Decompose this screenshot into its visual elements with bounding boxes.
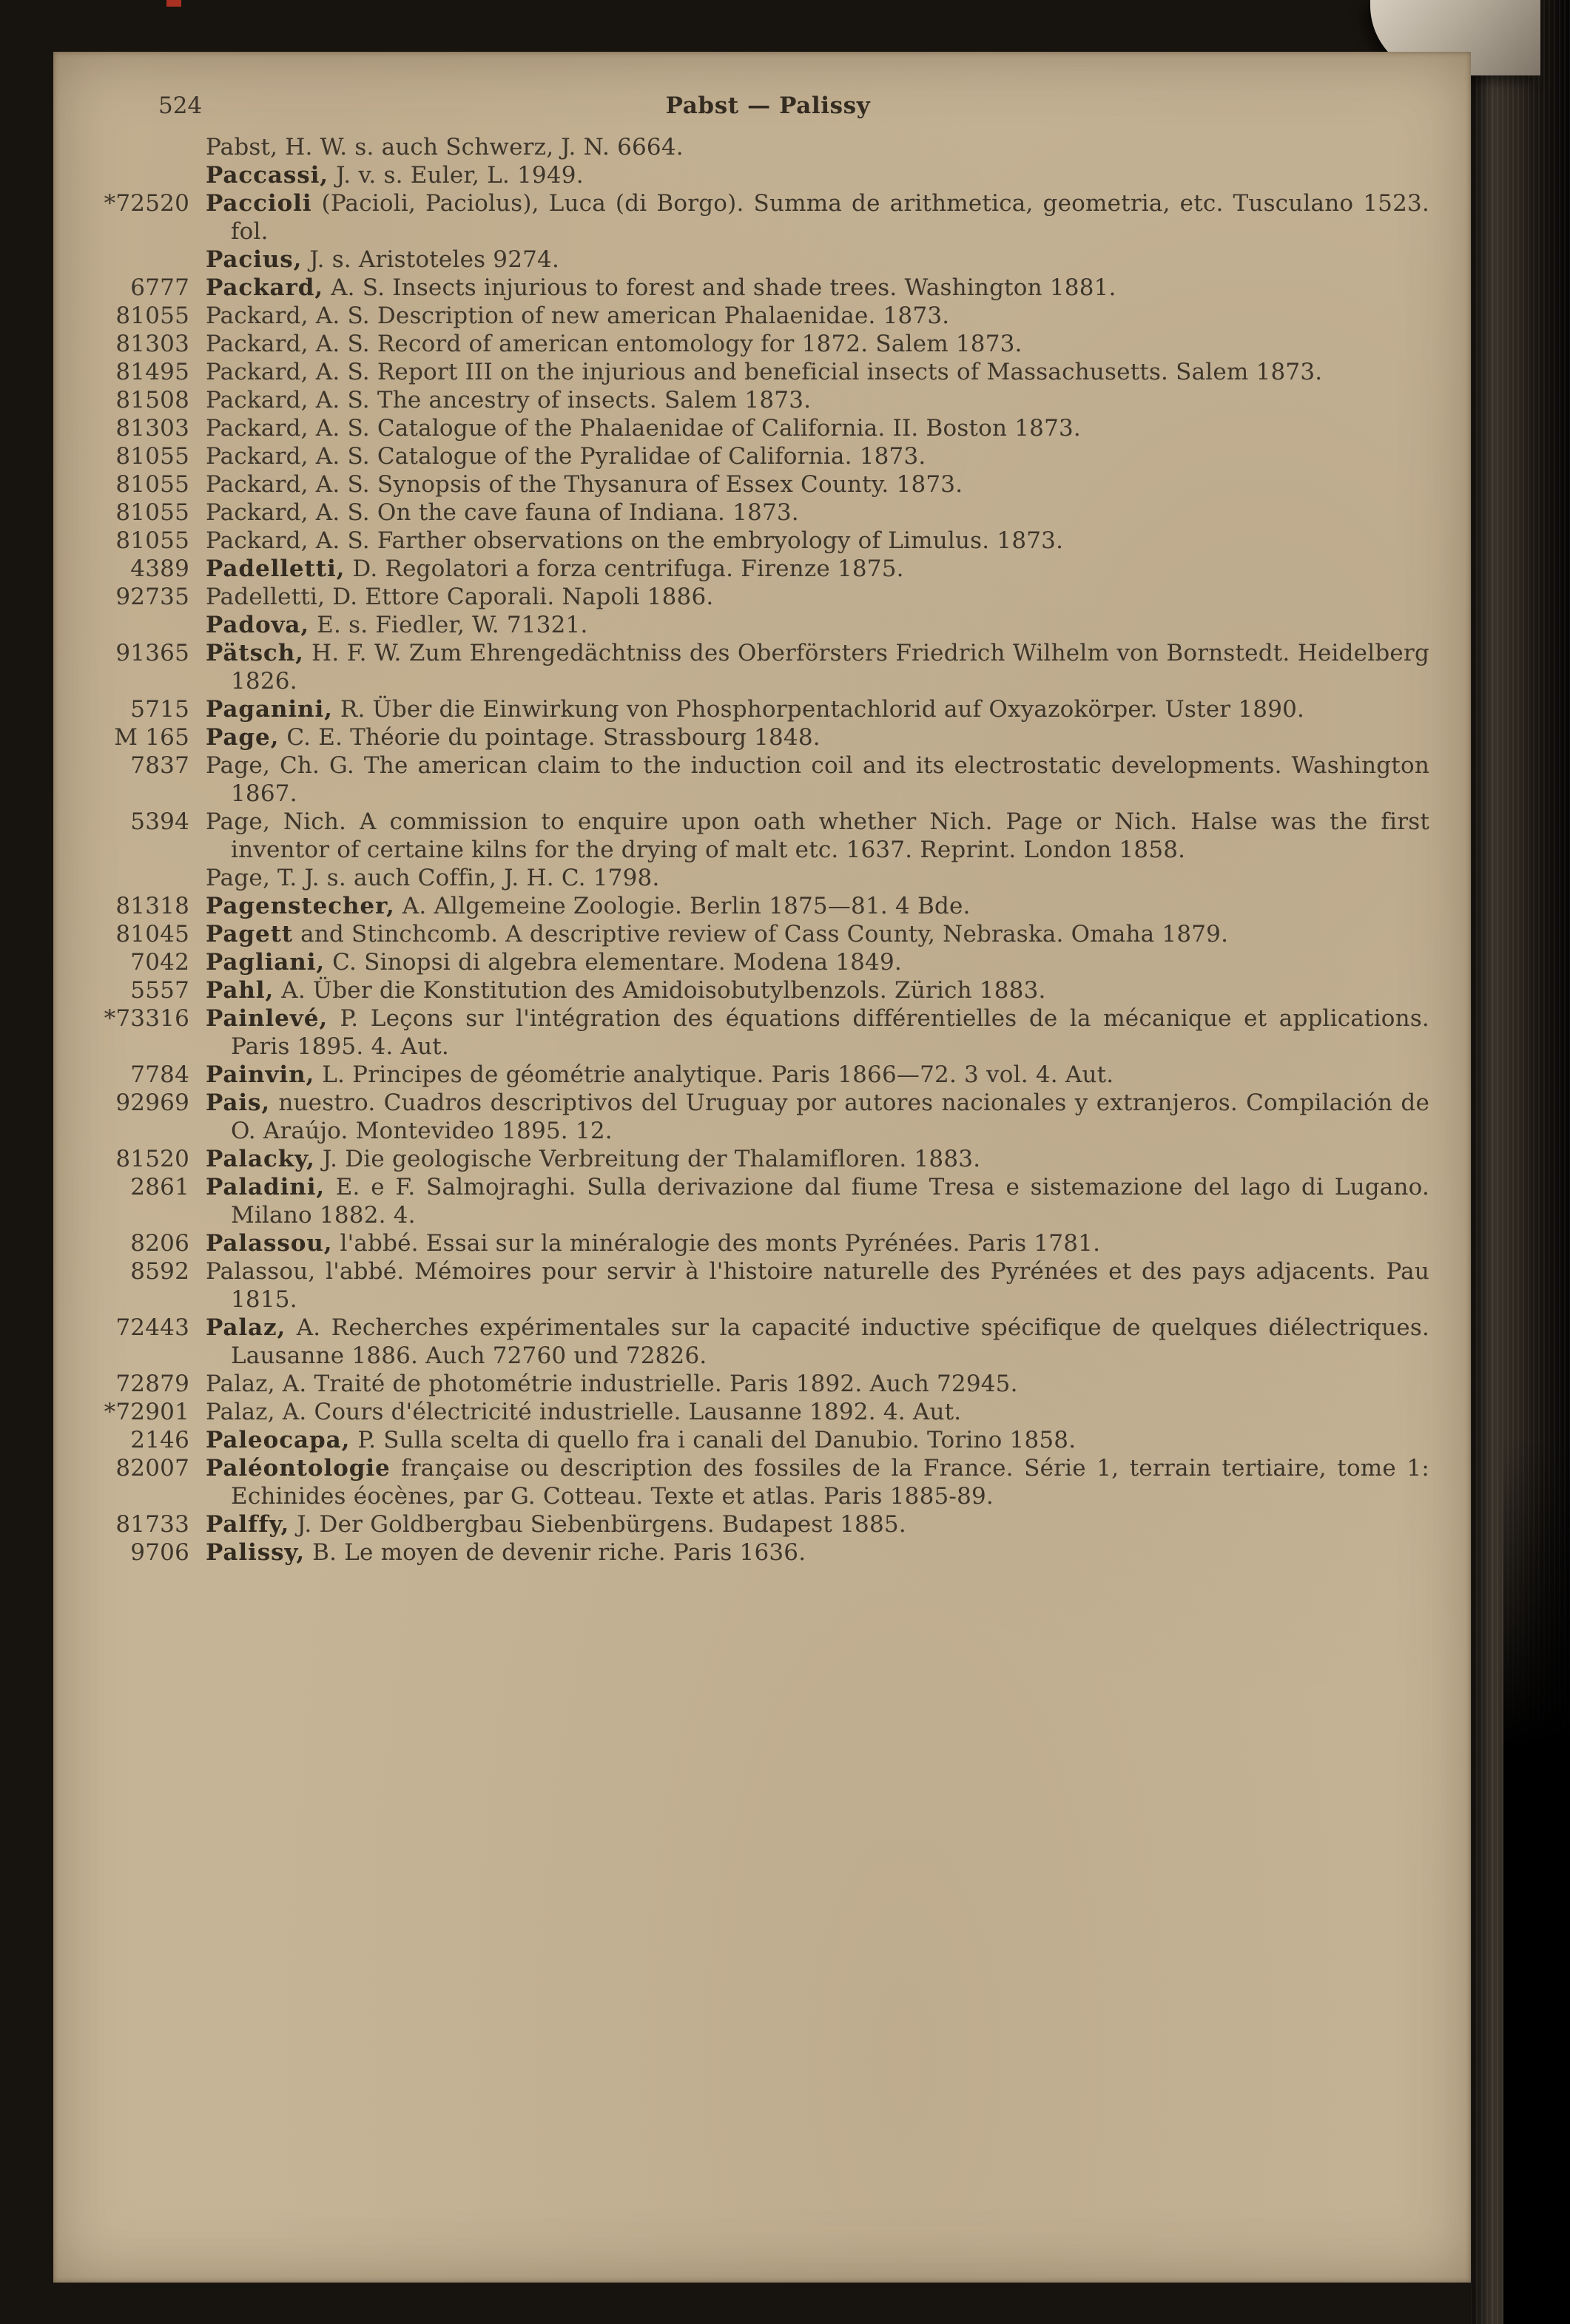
entry-text [206, 864, 1434, 892]
bibliography-entry [102, 1426, 1434, 1454]
bibliography-entry [102, 1370, 1434, 1398]
entry-author-bold: Pätsch, [206, 640, 304, 666]
entry-author-bold: Paccioli [206, 190, 312, 217]
entry-text [206, 1370, 1434, 1398]
entry-text [206, 499, 1434, 527]
entry-text [206, 189, 1434, 246]
catalog-number: 7042 [130, 949, 189, 976]
entry-author-bold: Pahl, [206, 977, 274, 1004]
catalog-number: 82007 [115, 1455, 189, 1482]
entry-body: H. F. W. Zum Ehrengedächtniss des Oberförsters Friedrich Wilhelm von Bornstedt. Heidelberg 1826. [231, 640, 1429, 695]
entry-body: l'abbé. Essai sur la minéralogie des monts Pyrénées. Paris 1781. [332, 1230, 1101, 1257]
entry-text [206, 470, 1434, 499]
bibliography-entry [102, 302, 1434, 330]
bibliography-entry [102, 527, 1434, 555]
catalog-number: 81318 [115, 893, 189, 919]
entry-body: P. Sulla scelta di quello fra i canali del Danubio. Torino 1858. [350, 1427, 1077, 1453]
catalog-number: 81055 [115, 527, 189, 554]
entry-body: D. Regolatori a forza centrifuga. Firenze 1875. [345, 555, 904, 582]
bibliography-entry [102, 583, 1434, 611]
entry-body: Padelletti, D. Ettore Caporali. Napoli 1886. [206, 584, 714, 610]
entry-author-bold: Paleocapa, [206, 1427, 351, 1453]
bibliography-entry [102, 1538, 1434, 1567]
catalog-number: 8206 [130, 1230, 189, 1257]
entry-author-bold: Palassou, [206, 1230, 333, 1257]
entry-body: B. Le moyen de devenir riche. Paris 1636. [305, 1539, 806, 1566]
entry-text [206, 1510, 1434, 1538]
entry-text [206, 1257, 1434, 1314]
bibliography-entry [102, 1314, 1434, 1370]
entry-text [206, 246, 1434, 274]
entry-text [206, 1398, 1434, 1426]
entry-body: Packard, A. S. Record of american entomology for 1872. Salem 1873. [206, 331, 1022, 357]
entry-text [206, 302, 1434, 330]
entry-body: J. v. s. Euler, L. 1949. [328, 162, 584, 189]
bibliography-entry [102, 1257, 1434, 1314]
catalog-number: 72443 [115, 1314, 189, 1341]
catalog-number: 81733 [115, 1511, 189, 1538]
entry-author-bold: Padelletti, [206, 555, 346, 582]
bibliography-entry [102, 1454, 1434, 1510]
catalog-number: *73316 [104, 1005, 189, 1032]
catalog-number: 81303 [115, 415, 189, 442]
entry-body: Page, Nich. A commission to enquire upon oath whether Nich. Page or Nich. Halse was the first inventor of certaine kilns for the drying of malt etc. 1637. Reprint. London 1858. [206, 808, 1429, 863]
catalog-number: 81520 [115, 1146, 189, 1172]
entry-body: Pabst, H. W. s. auch Schwerz, J. N. 6664. [206, 134, 684, 161]
bibliography-entry [102, 611, 1434, 639]
bibliography-entry [102, 499, 1434, 527]
entry-body: Packard, A. S. Description of new american Phalaenidae. 1873. [206, 303, 950, 329]
bibliography-entry [102, 695, 1434, 723]
bibliography-entry [102, 1173, 1434, 1229]
bibliography-entry [102, 414, 1434, 442]
bibliography-entry [102, 920, 1434, 948]
bibliography-entry [102, 948, 1434, 976]
entry-body: C. Sinopsi di algebra elementare. Modena 1849. [325, 949, 902, 976]
scanned-book-page [53, 52, 1471, 2283]
entry-body: Packard, A. S. On the cave fauna of Indiana. 1873. [206, 499, 799, 526]
catalog-number: 81495 [115, 359, 189, 385]
entry-text [206, 892, 1434, 920]
entry-body: and Stinchcomb. A descriptive review of Cass County, Nebraska. Omaha 1879. [293, 921, 1229, 947]
entry-body: A. Über die Konstitution des Amidoisobutylbenzols. Zürich 1883. [274, 977, 1046, 1004]
entry-text [206, 442, 1434, 470]
bibliography-entry [102, 246, 1434, 274]
entry-text [206, 1538, 1434, 1567]
entry-author-bold: Pagliani, [206, 949, 326, 976]
bibliography-entry [102, 330, 1434, 358]
catalog-number: 92969 [115, 1090, 189, 1116]
entry-body: P. Leçons sur l'intégration des équations différentielles de la mécanique et applications. Paris 1895. 4. Aut. [231, 1005, 1429, 1060]
entry-body: E. s. Fiedler, W. 71321. [309, 612, 588, 638]
entry-text [206, 386, 1434, 414]
entry-text [206, 555, 1434, 583]
entry-body: Palassou, l'abbé. Mémoires pour servir à l'histoire naturelle des Pyrénées et des pays adjacents. Pau 1815. [206, 1258, 1429, 1313]
catalog-number: 72879 [115, 1371, 189, 1397]
bibliography-entry [102, 161, 1434, 189]
bibliography-entry [102, 751, 1434, 808]
entry-author-bold: Painvin, [206, 1061, 315, 1088]
catalog-number: 8592 [130, 1258, 189, 1285]
entry-body: A. Allgemeine Zoologie. Berlin 1875—81. 4 Bde. [394, 893, 971, 919]
catalog-number: 9706 [130, 1539, 189, 1566]
entry-author-bold: Paléontologie [206, 1455, 391, 1482]
catalog-number: 7837 [130, 752, 189, 779]
entry-text [206, 1145, 1434, 1173]
entry-body: J. s. Aristoteles 9274. [302, 246, 560, 273]
entry-text [206, 1061, 1434, 1089]
entry-author-bold: Paganini, [206, 696, 333, 723]
entry-text [206, 751, 1434, 808]
entry-body: J. Der Goldbergbau Siebenbürgens. Budapest 1885. [289, 1511, 906, 1538]
catalog-number: 2146 [130, 1427, 189, 1453]
entry-text [206, 948, 1434, 976]
entry-body: Packard, A. S. Synopsis of the Thysanura of Essex County. 1873. [206, 471, 963, 498]
entry-author-bold: Page, [206, 724, 280, 751]
catalog-number: 81055 [115, 499, 189, 526]
entry-text [206, 1004, 1434, 1061]
entry-body: A. Recherches expérimentales sur la capacité inductive spécifique de quelques diélectriques. Lausanne 1886. Auch 72760 und 72826. [231, 1314, 1429, 1369]
book-spine-shadow [1503, 1436, 1570, 2324]
catalog-number: 91365 [115, 640, 189, 666]
entry-text [206, 330, 1434, 358]
catalog-number: 5394 [130, 808, 189, 835]
bibliography-entry [102, 1089, 1434, 1145]
catalog-number: M 165 [114, 724, 189, 751]
entry-text [206, 611, 1434, 639]
bibliography-entry [102, 864, 1434, 892]
entry-text [206, 527, 1434, 555]
catalog-number: 81508 [115, 387, 189, 413]
catalog-number: 81055 [115, 303, 189, 329]
entry-text [206, 161, 1434, 189]
bibliography-entry [102, 808, 1434, 864]
entry-author-bold: Pagenstecher, [206, 893, 395, 919]
entry-body: Packard, A. S. Report III on the injurious and beneficial insects of Massachusetts. Salem 1873. [206, 359, 1323, 385]
running-header: Pabst — Palissy [665, 92, 871, 119]
entry-author-bold: Palaz, [206, 1314, 286, 1341]
catalog-number: 92735 [115, 584, 189, 610]
entry-body: L. Principes de géométrie analytique. Paris 1866—72. 3 vol. 4. Aut. [314, 1061, 1114, 1088]
catalog-number: 5557 [130, 977, 189, 1004]
catalog-number: 5715 [130, 696, 189, 723]
bibliography-entry [102, 189, 1434, 246]
entry-author-bold: Painlevé, [206, 1005, 329, 1032]
entry-text [206, 358, 1434, 386]
catalog-number: 81055 [115, 443, 189, 470]
bibliography-entry [102, 1229, 1434, 1257]
bibliography-entry [102, 723, 1434, 751]
entry-author-bold: Paccassi, [206, 162, 329, 189]
entry-body: Packard, A. S. The ancestry of insects. Salem 1873. [206, 387, 812, 413]
entry-author-bold: Paladini, [206, 1174, 326, 1200]
entry-text [206, 1314, 1434, 1370]
catalog-number: 4389 [130, 555, 189, 582]
entry-author-bold: Pais, [206, 1090, 271, 1116]
bibliography-entry [102, 1004, 1434, 1061]
entry-body: R. Über die Einwirkung von Phosphorpentachlorid auf Oxyazokörper. Uster 1890. [332, 696, 1305, 723]
entry-body: C. E. Théorie du pointage. Strassbourg 1848. [279, 724, 821, 751]
entry-author-bold: Pacius, [206, 246, 303, 273]
catalog-number: 6777 [130, 274, 189, 301]
bibliography-entry [102, 1398, 1434, 1426]
entry-text [206, 1454, 1434, 1510]
bibliography-entry [102, 358, 1434, 386]
entry-author-bold: Palissy, [206, 1539, 306, 1566]
entry-text [206, 274, 1434, 302]
entry-author-bold: Packard, [206, 274, 324, 301]
red-edge-mark [166, 0, 181, 7]
bibliography-entry [102, 1145, 1434, 1173]
entry-body: (Pacioli, Paciolus), Luca (di Borgo). Summa de arithmetica, geometria, etc. Tusculano 1523. fol. [231, 190, 1429, 245]
entries-list [102, 133, 1434, 1567]
entry-body: J. Die geologische Verbreitung der Thalamifloren. 1883. [314, 1146, 981, 1172]
entry-body: A. S. Insects injurious to forest and shade trees. Washington 1881. [323, 274, 1116, 301]
bibliography-entry [102, 1061, 1434, 1089]
entry-text [206, 1229, 1434, 1257]
catalog-number: 7784 [130, 1061, 189, 1088]
entry-author-bold: Padova, [206, 612, 310, 638]
bibliography-entry [102, 892, 1434, 920]
entry-text [206, 695, 1434, 723]
entry-text [206, 1426, 1434, 1454]
entry-text [206, 920, 1434, 948]
entry-body: Page, Ch. G. The american claim to the induction coil and its electrostatic developments. Washington 1867. [206, 752, 1429, 807]
entry-text [206, 133, 1434, 161]
bibliography-entry [102, 555, 1434, 583]
entry-text [206, 1173, 1434, 1229]
entry-text [206, 976, 1434, 1004]
bibliography-entry [102, 442, 1434, 470]
catalog-number: 2861 [130, 1174, 189, 1200]
entry-body: nuestro. Cuadros descriptivos del Uruguay por autores nacionales y extranjeros. Compilación de O. Araújo. Montevideo 1895. 12. [231, 1090, 1429, 1144]
bibliography-entry [102, 1510, 1434, 1538]
entry-body: française ou description des fossiles de la France. Série 1, terrain tertiaire, tome 1: Echinides éocènes, par G. Cotteau. Texte et atlas. Paris 1885-89. [231, 1455, 1429, 1510]
entry-body: Palaz, A. Traité de photométrie industrielle. Paris 1892. Auch 72945. [206, 1371, 1018, 1397]
entry-body: Packard, A. S. Catalogue of the Phalaenidae of California. II. Boston 1873. [206, 415, 1081, 442]
entry-author-bold: Palacky, [206, 1146, 315, 1172]
page-header [102, 90, 1434, 121]
bibliography-entry [102, 133, 1434, 161]
catalog-number: 81303 [115, 331, 189, 357]
page-number: 524 [158, 92, 203, 119]
entry-body: Packard, A. S. Catalogue of the Pyralidae of California. 1873. [206, 443, 926, 470]
bibliography-entry [102, 470, 1434, 499]
entry-body: Page, T. J. s. auch Coffin, J. H. C. 1798. [206, 865, 660, 891]
entry-text [206, 583, 1434, 611]
entry-author-bold: Palffy, [206, 1511, 290, 1538]
bibliography-entry [102, 386, 1434, 414]
bibliography-entry [102, 976, 1434, 1004]
entry-text [206, 639, 1434, 695]
entry-text [206, 414, 1434, 442]
entry-text [206, 1089, 1434, 1145]
entry-body: E. e F. Salmojraghi. Sulla derivazione dal fiume Tresa e sistemazione del lago di Lugano. Milano 1882. 4. [231, 1174, 1429, 1229]
entry-body: Packard, A. S. Farther observations on the embryology of Limulus. 1873. [206, 527, 1064, 554]
bibliography-entry [102, 639, 1434, 695]
catalog-number: 81055 [115, 471, 189, 498]
entry-text [206, 808, 1434, 864]
entry-author-bold: Pagett [206, 921, 294, 947]
entry-text [206, 723, 1434, 751]
bibliography-entry [102, 274, 1434, 302]
catalog-number: 81045 [115, 921, 189, 947]
catalog-number: *72901 [104, 1399, 189, 1425]
catalog-number: *72520 [104, 190, 189, 217]
entry-body: Palaz, A. Cours d'électricité industrielle. Lausanne 1892. 4. Aut. [206, 1399, 962, 1425]
